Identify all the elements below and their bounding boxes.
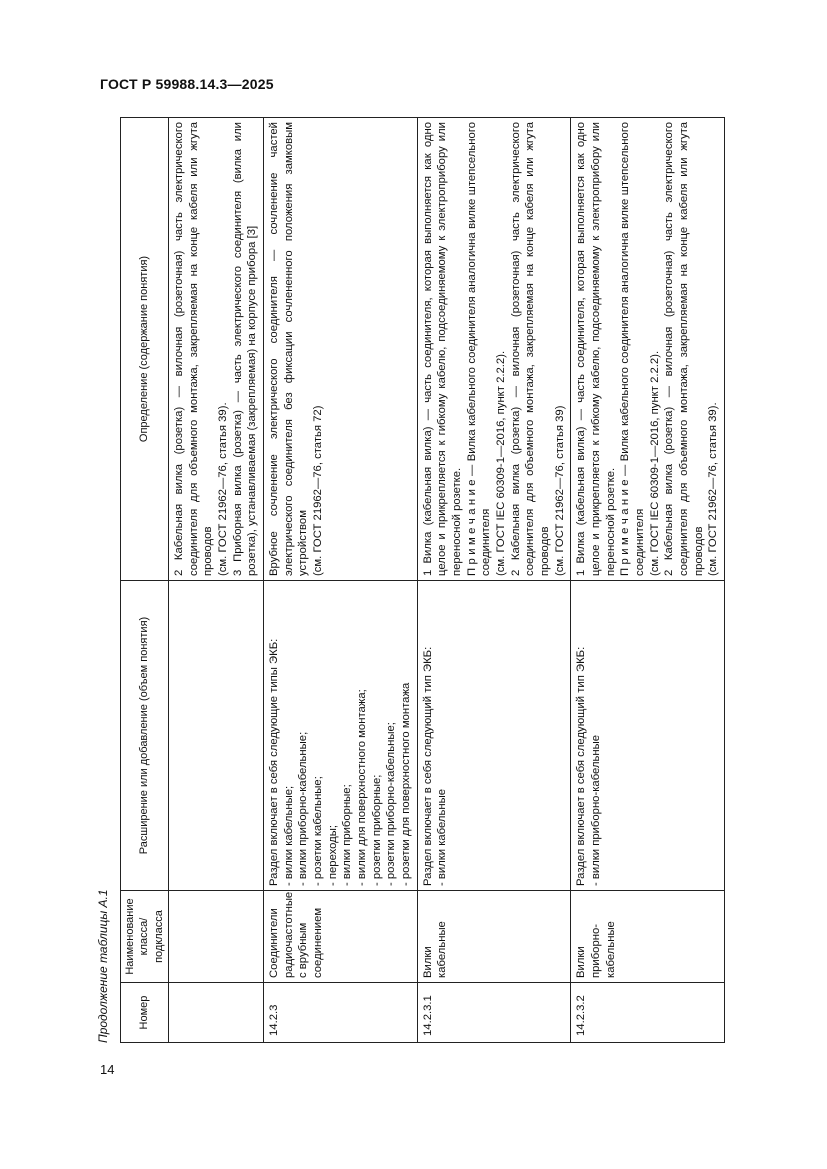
table-row	[417, 118, 571, 1043]
definition-line: (см. ГОСТ 21962—76, статья 39).	[216, 402, 229, 576]
cell-definition	[168, 118, 263, 581]
cell-number: 14.2.3.1	[417, 983, 571, 1043]
extension-line: - розетки приборные;	[370, 774, 383, 886]
extension-line: Раздел включает в себя следующий тип ЭКБ:	[421, 646, 434, 886]
column-header-extension: Расширение или добавление (объем понятия)	[121, 581, 169, 891]
cell-name: Соединители радиочастотные с врубным соединением	[263, 891, 417, 983]
cell-name: Вилки кабельные	[417, 891, 571, 983]
table-row	[571, 118, 725, 1043]
table-row	[168, 118, 263, 1043]
column-header-number: Номер	[121, 983, 169, 1043]
definition-line: (см. ГОСТ 21962—76, статья 72)	[311, 405, 324, 576]
table-row	[263, 118, 417, 1043]
column-header-definition: Определение (содержание понятия)	[121, 118, 169, 581]
cell-definition	[263, 118, 417, 581]
extension-line: - вилки приборно-кабельные;	[297, 731, 310, 886]
extension-line: Раздел включает в себя следующий тип ЭКБ:	[575, 646, 588, 886]
extension-line: Раздел включает в себя следующие типы ЭКБ:	[267, 638, 280, 886]
extension-line: - розетки приборно-кабельные;	[385, 722, 398, 886]
definition-line: (см. ГОСТ 21962—76, статья 39).	[707, 402, 720, 576]
cell-extension	[263, 581, 417, 891]
definition-line: (см. ГОСТ 21962—76, статья 39)	[553, 405, 566, 576]
definition-line: 2 Кабельная вилка (розетка) — вилочная (розеточная) часть электрического соединителя для объемного монтажа, закрепляемая на конце кабеля или жгута проводов	[172, 122, 215, 576]
cell-definition	[571, 118, 725, 581]
cell-name	[168, 891, 263, 983]
cell-extension	[571, 581, 725, 891]
cell-number	[168, 983, 263, 1043]
definition-line: 2 Кабельная вилка (розетка) — вилочная (розеточная) часть электрического соединителя для объемного монтажа, закрепляемая на конце кабеля или жгута проводов	[509, 122, 552, 576]
cell-extension	[168, 581, 263, 891]
definition-line: Врубное сочленение электрического соединителя — сочленение частей электрического соединителя без фиксации сочлененного положения замковым устройством	[267, 122, 310, 576]
definition-line: (см. ГОСТ IEC 60309-1—2016, пункт 2.2.2).	[495, 350, 507, 576]
extension-line: - розетки для поверхностного монтажа	[399, 682, 412, 886]
extension-line: - вилки приборные;	[341, 784, 354, 886]
cell-number: 14.2.3	[263, 983, 417, 1043]
page-number: 14	[100, 1062, 115, 1077]
cell-number: 14.2.3.2	[571, 983, 725, 1043]
document-header: ГОСТ Р 59988.14.3—2025	[100, 76, 274, 92]
definition-line: 2 Кабельная вилка (розетка) — вилочная (розеточная) часть электрического соединителя для объемного монтажа, закрепляемая на конце кабеля или жгута проводов	[663, 122, 705, 576]
cell-definition	[417, 118, 571, 581]
definition-note: П р и м е ч а н и е — Вилка кабельного соединителя аналогична вилке штепсельного соединителя	[465, 122, 493, 576]
cell-name: Вилки приборно-кабельные	[571, 891, 725, 983]
table-header-row	[121, 118, 169, 1043]
extension-line: - переходы;	[326, 824, 339, 886]
rotated-table-container	[96, 118, 765, 1043]
extension-line: - вилки для поверхностного монтажа;	[355, 689, 368, 886]
table-caption: Продолжение таблицы А.1	[96, 889, 110, 1043]
definition-note: П р и м е ч а н и е — Вилка кабельного соединителя аналогична вилке штепсельного соединителя	[619, 122, 647, 576]
definition-line: 1 Вилка (кабельная вилка) — часть соединителя, которая выполняется как одно целое и прикрепляется к гибкому кабелю, подсоединяемому к электроприбору или переносной розетке.	[421, 122, 463, 576]
extension-line: - вилки приборно-кабельные	[590, 734, 603, 886]
classification-table	[120, 117, 725, 1043]
column-header-name: Наименование класса/подкласса	[121, 891, 169, 983]
extension-line: - вилки кабельные;	[282, 785, 295, 886]
cell-extension	[417, 581, 571, 891]
extension-line: - розетки кабельные;	[311, 776, 324, 886]
definition-line: 3 Приборная вилка (розетка) — часть электрического соединителя (вилка или розетка), устанавливаемая (закрепляемая) на корпусе прибора [3]	[231, 122, 259, 576]
definition-line: (см. ГОСТ IEC 60309-1—2016, пункт 2.2.2).	[648, 350, 661, 576]
extension-line: - вилки кабельные	[436, 788, 449, 886]
definition-line: 1 Вилка (кабельная вилка) — часть соединителя, которая выполняется как одно целое и прикрепляется к гибкому кабелю, подсоединяемому к электроприбору или переносной розетке.	[575, 122, 617, 576]
